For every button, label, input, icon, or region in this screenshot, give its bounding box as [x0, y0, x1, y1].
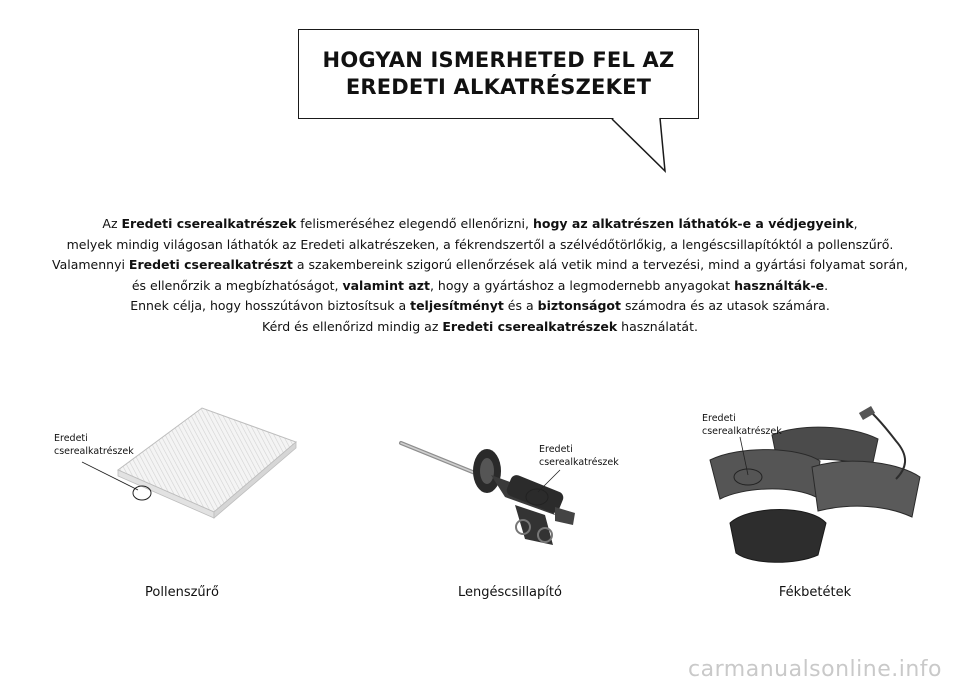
intro-emphasis: hogy az alkatrészen láthatók-e a védjegyeink	[532, 216, 854, 231]
callout-line-1: Eredeti	[54, 433, 88, 444]
intro-text: és ellenőrzik a megbízhatóságot,	[131, 277, 343, 293]
callout-line-2: cserealkatrészek	[702, 426, 782, 437]
intro-emphasis: használták-e	[734, 277, 825, 293]
intro-text: Ennek célja, hogy hosszútávon biztosítsuk a	[130, 298, 411, 313]
callout-line-2: cserealkatrészek	[539, 457, 619, 468]
callout-leader-line	[732, 435, 762, 480]
caption-brake-pads: Fékbetétek	[778, 585, 852, 600]
callout-label-pollen	[54, 432, 134, 458]
bubble-tail	[610, 117, 670, 175]
intro-text: számodra és az utasok számára.	[620, 298, 830, 313]
intro-emphasis: teljesítményt	[410, 298, 504, 313]
caption-pollen-filter: Pollenszűrő	[145, 585, 219, 600]
intro-text: Az	[102, 216, 122, 231]
intro-line-6	[30, 317, 930, 338]
intro-paragraph	[30, 214, 930, 337]
intro-text: használatát.	[617, 318, 698, 334]
intro-line-2: melyek mindig világosan láthatók az Eredeti alkatrészeken, a fékrendszertől a szélvédőtörlőkig, a lengéscsillapítóktól a pollenszűrő.	[66, 236, 894, 252]
caption-shock-absorber: Lengéscsillapító	[458, 585, 562, 600]
callout-line-2: cserealkatrészek	[54, 446, 134, 457]
intro-text: a szakembereink szigorú ellenőrzések alá vetik mind a tervezési, mind a gyártási folyamat során,	[292, 257, 909, 272]
callout-label-brake	[702, 412, 782, 438]
intro-text: ,	[853, 216, 858, 231]
intro-text: felismeréséhez elegendő ellenőrizni,	[296, 216, 533, 231]
intro-emphasis: biztonságot	[537, 298, 621, 313]
intro-text: .	[824, 277, 829, 293]
intro-emphasis: Eredeti cserealkatrészt	[128, 257, 293, 272]
intro-line-5	[30, 296, 930, 317]
title-bubble	[298, 29, 699, 119]
intro-text: Kérd és ellenőrizd mindig az	[262, 318, 443, 334]
intro-text: és a	[503, 298, 538, 313]
title-line-1: HOGYAN ISMERHETED FEL AZ	[322, 48, 675, 72]
intro-emphasis: valamint azt	[342, 277, 430, 293]
intro-line-1	[30, 214, 930, 235]
intro-text: , hogy a gyártáshoz a legmodernebb anyagokat	[429, 277, 735, 293]
intro-emphasis: Eredeti cserealkatrészek	[442, 318, 618, 334]
intro-line-4	[30, 276, 930, 297]
intro-line-3	[30, 255, 930, 276]
intro-emphasis: Eredeti cserealkatrészek	[121, 216, 297, 231]
callout-label-shock	[539, 443, 619, 469]
intro-text: Valamennyi	[51, 257, 129, 272]
callout-leader-line	[530, 468, 570, 498]
callout-leader-line	[80, 460, 160, 500]
callout-line-1: Eredeti	[702, 413, 736, 424]
watermark-text: carmanualsonline.info	[688, 657, 942, 682]
title-line-2: EREDETI ALKATRÉSZEKET	[345, 75, 652, 99]
callout-line-1: Eredeti	[539, 444, 573, 455]
